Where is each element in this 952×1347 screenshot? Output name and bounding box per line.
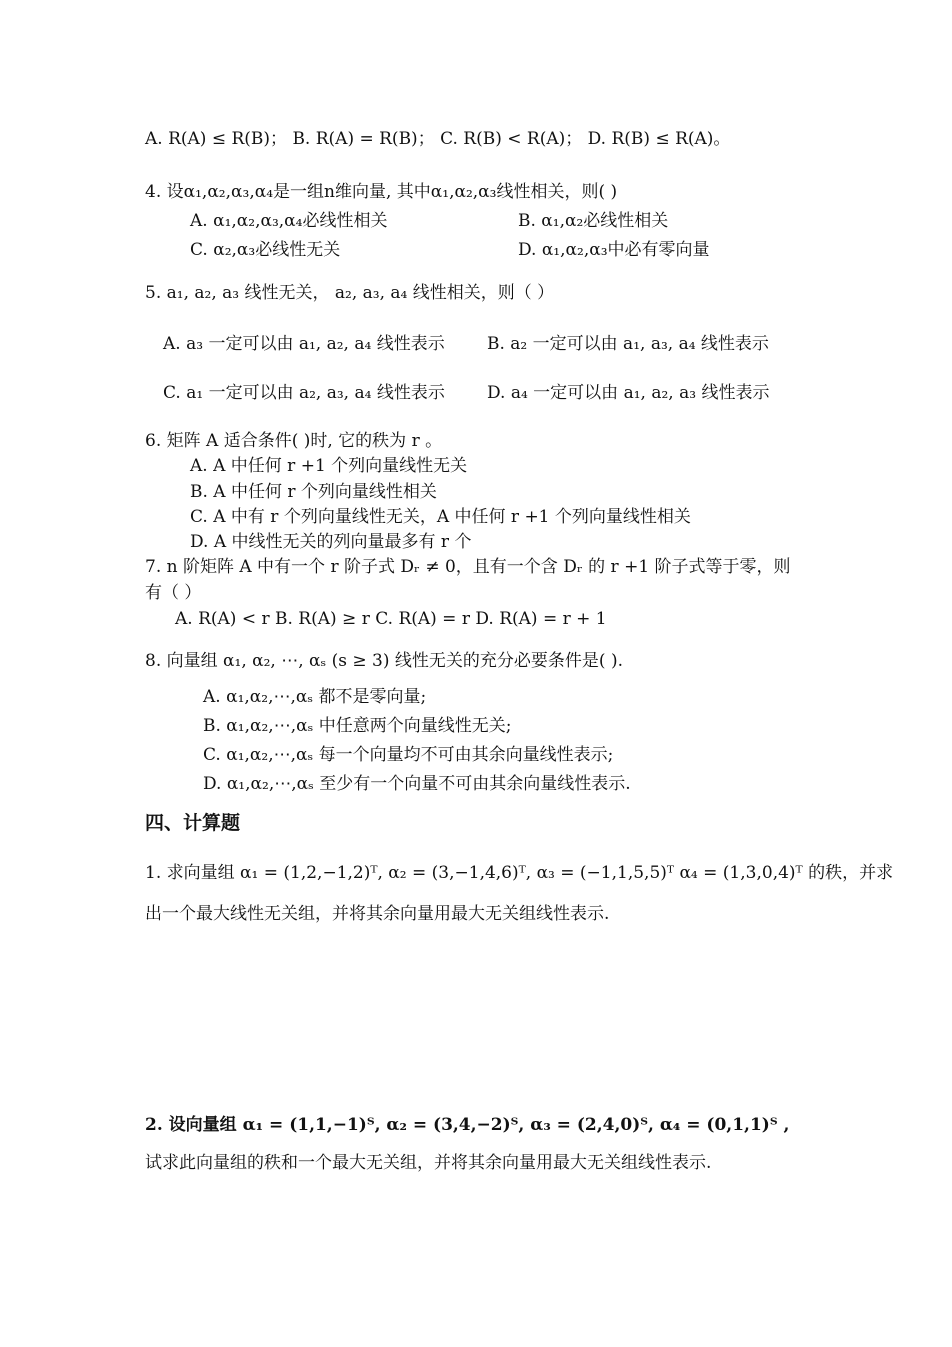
q5-option-d: D. a₄ 一定可以由 a₁, a₂, a₃ 线性表示	[487, 383, 770, 403]
q4-option-d: D. α₁,α₂,α₃中必有零向量	[518, 240, 710, 260]
q5-option-b: B. a₂ 一定可以由 a₁, a₃, a₄ 线性表示	[487, 334, 769, 354]
calc2-line2: 试求此向量组的秩和一个最大无关组，并将其余向量用最大无关组线性表示.	[145, 1153, 712, 1173]
q5-option-c: C. a₁ 一定可以由 a₂, a₃, a₄ 线性表示	[163, 383, 445, 403]
calc2-line1: 2. 设向量组 α₁ = (1,1,−1)ᵀ, α₂ = (3,4,−2)ᵀ, α₃ = (2,4,0)ᵀ, α₄ = (0,1,1)ᵀ ,	[145, 1115, 790, 1135]
q7-options: A. R(A) < r B. R(A) ≥ r C. R(A) = r D. R(A) = r + 1	[175, 609, 607, 629]
q5-option-a: A. a₃ 一定可以由 a₁, a₂, a₄ 线性表示	[163, 334, 445, 354]
q6-option-d: D. A 中线性无关的列向量最多有 r 个	[190, 532, 472, 552]
q4-option-b: B. α₁,α₂必线性相关	[518, 211, 669, 231]
q4-stem: 4. 设α₁,α₂,α₃,α₄是一组n维向量, 其中α₁,α₂,α₃线性相关，则( )	[145, 182, 618, 202]
q5-stem: 5. a₁, a₂, a₃ 线性无关， a₂, a₃, a₄ 线性相关，则（ ）	[145, 283, 555, 303]
q6-option-b: B. A 中任何 r 个列向量线性相关	[190, 482, 437, 502]
q7-stem-line1: 7. n 阶矩阵 A 中有一个 r 阶子式 Dᵣ ≠ 0，且有一个含 Dᵣ 的 r +1 阶子式等于零，则	[145, 557, 791, 577]
q4-option-a: A. α₁,α₂,α₃,α₄必线性相关	[190, 211, 388, 231]
q8-option-d: D. α₁,α₂,⋯,αₛ 至少有一个向量不可由其余向量线性表示.	[203, 774, 631, 794]
section-title: 四、计算题	[145, 812, 241, 834]
q8-stem: 8. 向量组 α₁, α₂, ⋯, αₛ (s ≥ 3) 线性无关的充分必要条件是( ).	[145, 651, 623, 671]
q6-option-a: A. A 中任何 r +1 个列向量线性无关	[190, 456, 468, 476]
q8-option-c: C. α₁,α₂,⋯,αₛ 每一个向量均不可由其余向量线性表示;	[203, 745, 614, 765]
q8-option-b: B. α₁,α₂,⋯,αₛ 中任意两个向量线性无关;	[203, 716, 512, 736]
q8-option-a: A. α₁,α₂,⋯,αₛ 都不是零向量;	[203, 687, 427, 707]
calc1-line1: 1. 求向量组 α₁ = (1,2,−1,2)ᵀ, α₂ = (3,−1,4,6)ᵀ, α₃ = (−1,1,5,5)ᵀ α₄ = (1,3,0,4)ᵀ 的秩，并求	[145, 863, 894, 883]
q6-option-c: C. A 中有 r 个列向量线性无关，A 中任何 r +1 个列向量线性相关	[190, 507, 691, 527]
q7-stem-line2: 有（ ）	[145, 583, 202, 603]
q6-stem: 6. 矩阵 A 适合条件( )时, 它的秩为 r 。	[145, 431, 443, 451]
calc1-line2: 出一个最大线性无关组，并将其余向量用最大无关组线性表示.	[145, 904, 610, 924]
q3-options: A. R(A) ≤ R(B)； B. R(A) = R(B)； C. R(B) < R(A)； D. R(B) ≤ R(A)。	[145, 129, 731, 149]
q4-option-c: C. α₂,α₃必线性无关	[190, 240, 341, 260]
